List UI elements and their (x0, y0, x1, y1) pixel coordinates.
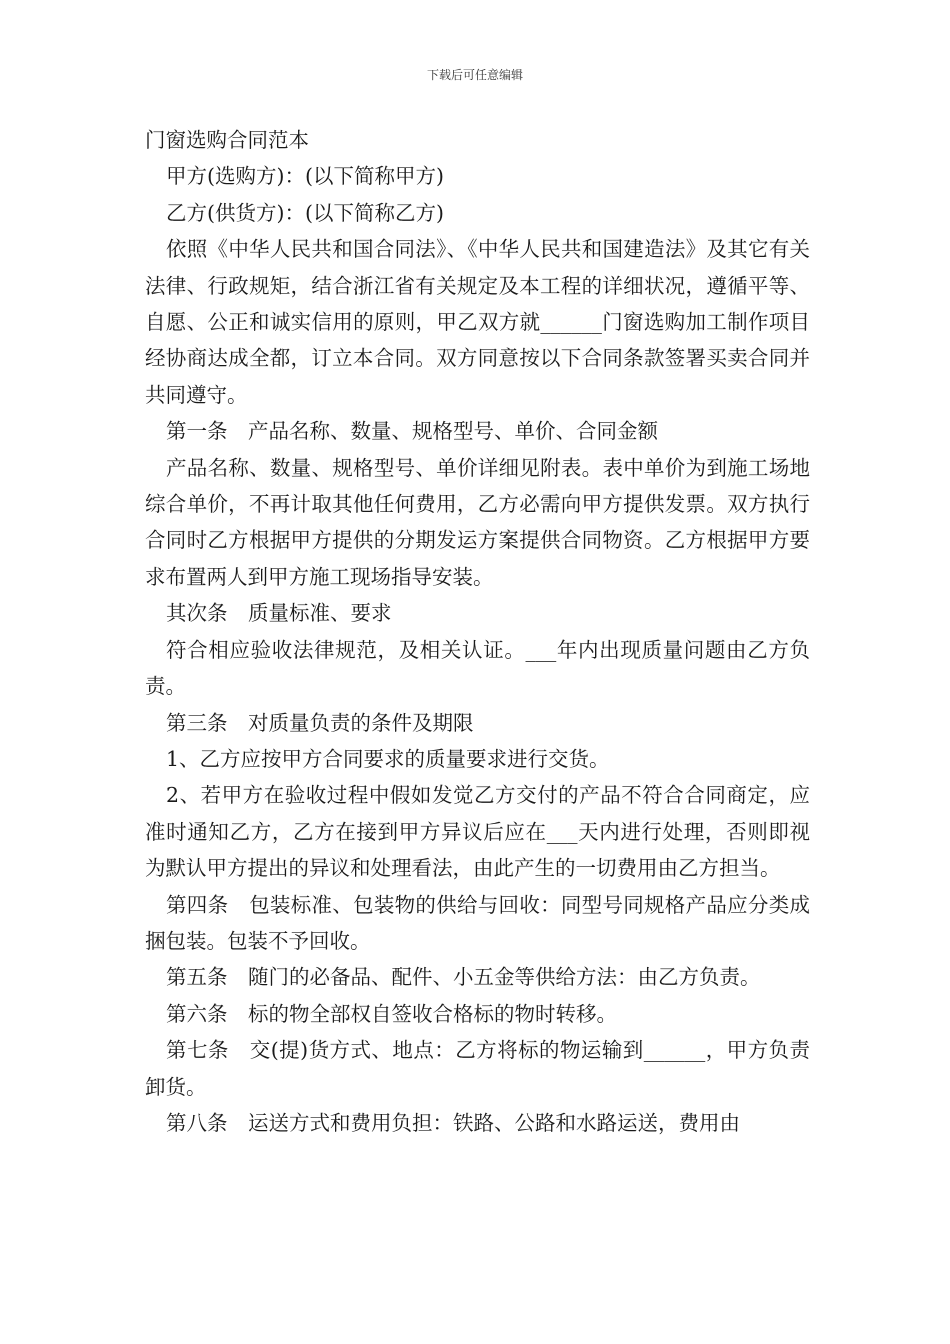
page-header-note: 下载后可任意编辑 (426, 68, 523, 82)
document-body (145, 122, 810, 1141)
article-2-body: 符合相应验收法律规范，及相关认证。___年内出现质量问题由乙方负责。 (145, 637, 810, 699)
article-2-heading: 其次条 质量标准、要求 (166, 601, 392, 626)
article-1-heading: 第一条 产品名称、数量、规格型号、单价、合同金额 (166, 419, 658, 444)
article-1-body: 产品名称、数量、规格型号、单价详细见附表。表中单价为到施工场地综合单价，不再计取其他任何费用，乙方必需向甲方提供发票。双方执行合同时乙方根据甲方提供的分期发运方案提供合同物资。乙方根据甲方要求布置两人到甲方施工现场指导安装。 (145, 455, 810, 589)
article-8: 第八条 运送方式和费用负担：铁路、公路和水路运送，费用由 (166, 1110, 740, 1135)
article-7: 第七条 交(提)货方式、地点：乙方将标的物运输到______，甲方负责卸货。 (145, 1038, 810, 1099)
party-b-line: 乙方(供货方)：(以下简称乙方) (166, 200, 444, 225)
article-4: 第四条 包装标准、包装物的供给与回收：同型号同规格产品应分类成捆包装。包装不予回收。 (145, 892, 810, 953)
party-a-line: 甲方(选购方)：(以下简称甲方) (166, 164, 444, 189)
article-3-heading: 第三条 对质量负责的条件及期限 (166, 710, 474, 735)
article-3-item-1: 1、乙方应按甲方合同要求的质量要求进行交货。 (166, 746, 610, 771)
preamble-paragraph: 依照《中华人民共和国合同法》、《中华人民共和国建造法》及其它有关法律、行政规矩，结合浙江省有关规定及本工程的详细状况，遵循平等、自愿、公正和诚实信用的原则，甲乙双方就______门窗选购加工制作项目经协商达成全都，订立本合同。双方同意按以下合同条款签署买卖合同并共同遵守。 (145, 237, 810, 407)
article-3-item-2: 2、若甲方在验收过程中假如发觉乙方交付的产品不符合合同商定，应准时通知乙方，乙方在接到甲方异议后应在___天内进行处理，否则即视为默认甲方提出的异议和处理看法，由此产生的一切费用由乙方担当。 (145, 783, 810, 881)
document-title: 门窗选购合同范本 (145, 128, 309, 152)
article-5: 第五条 随门的必备品、配件、小五金等供给方法：由乙方负责。 (166, 965, 761, 990)
article-6: 第六条 标的物全部权自签收合格标的物时转移。 (166, 1001, 617, 1026)
